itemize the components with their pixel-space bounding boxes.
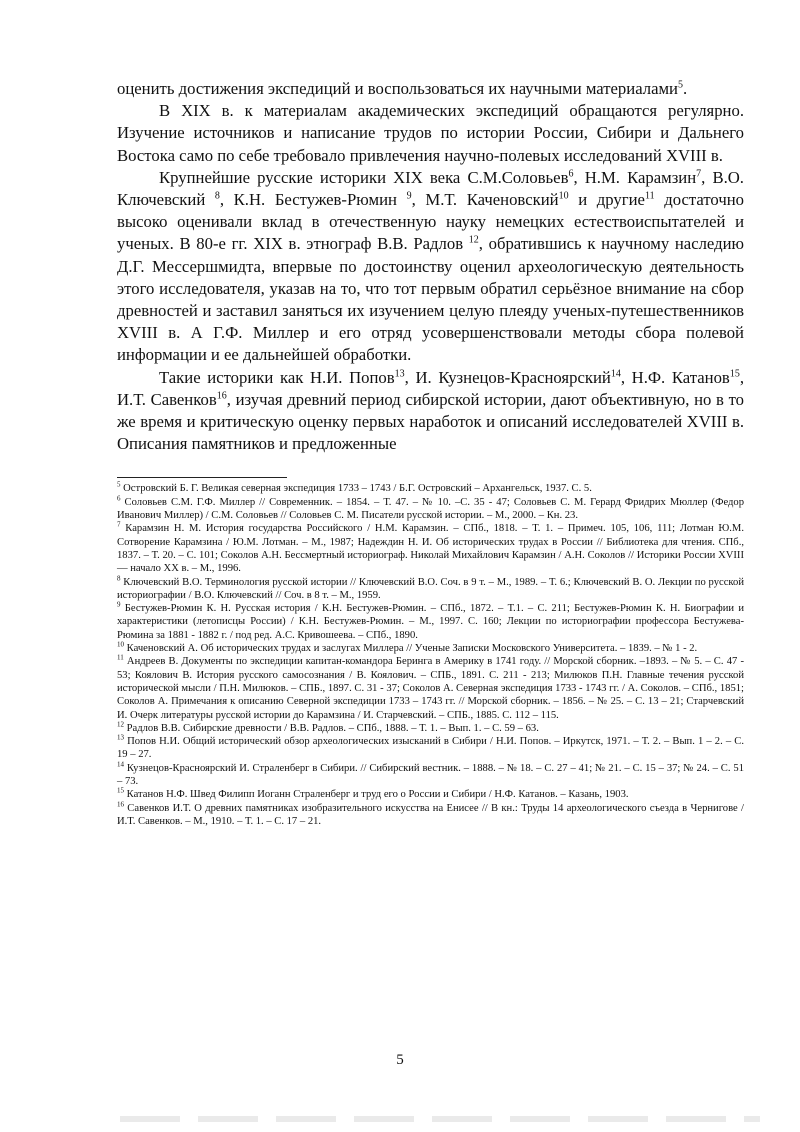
- footnote-number: 11: [117, 653, 124, 662]
- footnote-ref: 13: [394, 368, 405, 380]
- footnote-ref: 8: [214, 190, 220, 202]
- footnote-text: Радлов В.В. Сибирские древности / В.В. Радлов. – СПб., 1888. – Т. 1. – Вып. 1. – С. 59 – 63.: [124, 722, 539, 734]
- footnote-separator: [117, 477, 287, 478]
- paragraph-text: , М.Т. Каченовский: [411, 190, 559, 210]
- footnote-number: 14: [117, 760, 124, 769]
- scan-artifact-strip: [120, 1116, 760, 1122]
- footnote-text: Ключевский В.О. Терминология русской истории // Ключевский В.О. Соч. в 9 т. – М., 1989. – Т. 6.; Ключевский В. О. Лекции по русской историографии / В.О. Ключевский // Соч. в 8 т. – М., 1959.: [117, 576, 744, 601]
- paragraph-text: , Н.Ф. Катанов: [620, 367, 730, 387]
- paragraph-text: , В.О. Ключевский: [117, 167, 744, 210]
- footnote-ref: 12: [468, 234, 479, 246]
- paragraph: [117, 167, 744, 367]
- footnote-text: Бестужев-Рюмин К. Н. Русская история / К.Н. Бестужев-Рюмин. – СПб., 1872. – Т.1. – С. 211; Бестужев-Рюмин К. Н. Биографии и характеристики (летописцы России) / К.Н. Бестужев-Рюмин. – М., 1997. С. 160; Лекции по историографии профессора Бестужева-Рюмина за 1881 - 1882 г. / под ред. А.С. Кривошеева. – СПб., 1890.: [117, 603, 744, 641]
- footnote-number: 12: [117, 720, 124, 729]
- footnote-ref: 15: [729, 368, 740, 380]
- footnote: [117, 722, 744, 735]
- footnote-text: Андреев В. Документы по экспедиции капитан-командора Беринга в Америку в 1741 году. // Морской сборник. –1893. – № 5. – С. 47 - 53; Коялович В. История русского самосознания / В. Коялович. – СПБ., 1891. С. 211 - 213; Милюков П.Н. Главные течения русской исторической мысли / П.Н. Милюков. – СПБ., 1897. С. 31 - 37; Соколов А. Северная экспедиция 1733 - 1743 гг. / А. Соколов. – СПб., 1851; Соколов А. Примечания к описанию Северной экспедиции 1733 – 1743 гг. // Морской сборник. – 1856. – № 25. – С. 13 – 21; Старчевский И. Очерк литературы русской истории до Карамзина / И. Старчевский. – СПБ., 1885. С. 112 – 115.: [117, 656, 744, 721]
- footnote: [117, 655, 744, 721]
- paragraph: [117, 78, 744, 100]
- footnote: [117, 482, 744, 495]
- footnote: [117, 522, 744, 575]
- footnote-number: 6: [117, 494, 121, 503]
- footnote-ref: 11: [644, 190, 655, 202]
- footnote-number: 15: [117, 786, 124, 795]
- footnote-text: Соловьев С.М. Г.Ф. Миллер // Современник. – 1854. – Т. 47. – № 10. –С. 35 - 47; Соловьев С. М. Герард Фридрих Мюллер (Федор Иванович Миллер) / С.М. Соловьев // Соловьев С. М. Писатели русской истории. – М., 2000. – Кн. 23.: [117, 496, 744, 522]
- footnotes: [117, 482, 744, 828]
- paragraph-text: , обратившись к научному наследию Д.Г. Мессершмидта, впервые по достоинству оценил археологическую деятельность этого исследователя, указав на то, что тот первым обратил серьёзное внимание на сбор древностей и заставил заняться их изучением целую плеяду ученых-путешественников XVIII в. А Г.Ф. Миллер и его отряд усовершенствовали методы сбора полевой информации и ее дальнейшей обработки.: [117, 234, 745, 365]
- footnote: [117, 762, 744, 789]
- footnote-text: Кузнецов-Красноярский И. Страленберг в Сибири. // Сибирский вестник. – 1888. – № 18. – С. 27 – 41; № 21. – С. 15 – 37; № 24. – С. 51 – 73.: [117, 762, 744, 787]
- body-text: [117, 78, 744, 455]
- paragraph-text: и другие: [568, 190, 645, 210]
- footnote: [117, 735, 744, 762]
- paragraph-text: В XIX в. к материалам академических экспедиций обращаются регулярно. Изучение источников и написание трудов по истории России, Сибири и Дальнего Востока само по себе требовало привлечения научно-полевых исследований XVIII в.: [117, 101, 744, 165]
- footnote-ref: 16: [216, 390, 227, 402]
- page-number: 5: [396, 1052, 404, 1068]
- footnote-ref: 5: [678, 79, 683, 91]
- footnote-number: 16: [117, 800, 124, 809]
- footnote-number: 10: [117, 640, 124, 649]
- paragraph-text: , К.Н. Бестужев-Рюмин: [219, 190, 407, 210]
- paragraph-text: , Н.М. Карамзин: [573, 167, 697, 187]
- footnote-ref: 10: [558, 190, 569, 202]
- paragraph-text: Такие историки как Н.И. Попов: [159, 367, 395, 387]
- footnote-ref: 6: [568, 168, 574, 180]
- paragraph-text: достаточно высоко оценивали вклад в отечественную науку немецких естествоиспытателей и ученых. В 80-е гг. XIX в. этнограф В.В. Радлов: [117, 190, 744, 254]
- footnote-text: Каченовский А. Об исторических трудах и заслугах Миллера // Ученые Записки Московского Университета. – 1839. – № 1 - 2.: [124, 643, 698, 655]
- paragraph-text: .: [683, 79, 688, 98]
- footnote: [117, 576, 744, 603]
- paragraph-text: , И.Т. Савенков: [117, 367, 744, 409]
- paragraph-text: , изучая древний период сибирской истории, дают объективную, но в то же время и критическую оценку первых наработок и описаний исследователей XVIII в. Описания памятников и предложенные: [117, 389, 744, 454]
- footnote: [117, 642, 744, 655]
- footnote-number: 7: [117, 520, 121, 529]
- footnote-ref: 14: [610, 368, 621, 380]
- paragraph-text: , И. Кузнецов-Красноярский: [404, 367, 611, 387]
- footnote-number: 5: [117, 480, 121, 489]
- footnote-number: 9: [117, 600, 121, 609]
- footnote-ref: 7: [696, 168, 702, 180]
- footnote-number: 13: [117, 733, 124, 742]
- footnote-text: Савенков И.Т. О древних памятниках изобразительного искусства на Енисее // В кн.: Труды 14 археологического съезда в Чернигове / И.Т. Савенков. – М., 1910. – Т. 1. – С. 17 – 21.: [117, 802, 744, 827]
- paragraph-text: оценить достижения экспедиций и воспользоваться их научными материалами: [117, 79, 678, 98]
- footnote: [117, 602, 744, 642]
- paragraph-text: Крупнейшие русские историки XIX века С.М.Соловьев: [159, 167, 569, 187]
- footnote-ref: 9: [406, 190, 412, 202]
- footnote-number: 8: [117, 574, 121, 582]
- footnote: [117, 802, 744, 829]
- paragraph: [117, 100, 744, 167]
- footnote-text: Карамзин Н. М. История государства Российского / Н.М. Карамзин. – СПб., 1818. – Т. 1. – Примеч. 105, 106, 111; Лотман Ю.М. Сотворение Карамзина / Ю.М. Лотман. – М., 1987; Надеждин Н. И. Об исторических трудах в России // Библиотека для чтения. СПб., 1837. – Т. 20. – С. 101; Соколов А.Н. Бессмертный историограф. Николай Михайлович Карамзин / А.Н. Соколов // Историки России XVIII — начало XX в. – М., 1996.: [117, 523, 744, 575]
- paragraph: [117, 367, 744, 456]
- document-page: [117, 78, 744, 828]
- footnote-text: Катанов Н.Ф. Швед Филипп Иоганн Страленберг и труд его о России и Сибири / Н.Ф. Катанов. – Казань, 1903.: [124, 789, 629, 801]
- footnote-text: Островский Б. Г. Великая северная экспедиция 1733 – 1743 / Б.Г. Островский – Архангельск, 1937. С. 5.: [120, 483, 592, 495]
- footnote: [117, 496, 744, 523]
- footnote-text: Попов Н.И. Общий исторический обзор археологических изысканий в Сибири / Н.И. Попов. – Иркутск, 1971. – Т. 2. – Вып. 1 – 2. – С. 19 – 27.: [117, 736, 744, 761]
- footnote: [117, 788, 744, 801]
